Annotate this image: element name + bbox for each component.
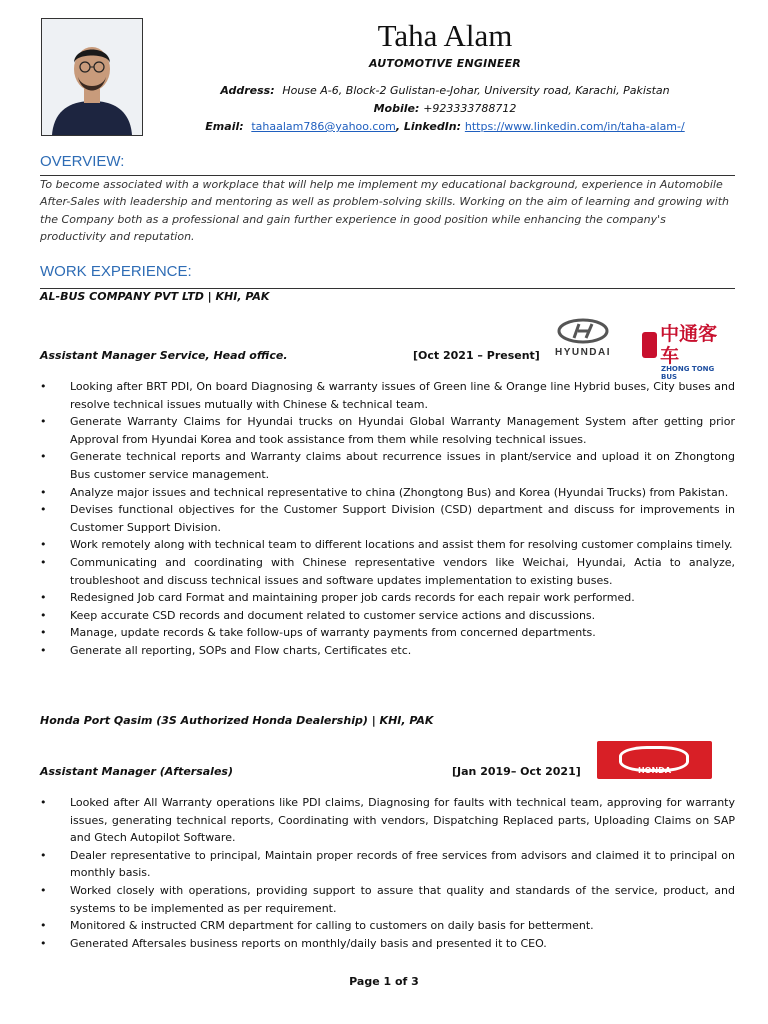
zhongtong-emblem-icon xyxy=(642,332,657,358)
email-line xyxy=(150,120,740,133)
job-1-company: AL-BUS COMPANY PVT LTD | KHI, PAK xyxy=(40,290,270,303)
list-item: • Looking after BRT PDI, On board Diagnosing & warranty issues of Green line & Orange line Hybrid buses, City buses and resolve technical issues mutually with Chinese & technical team. xyxy=(40,380,735,411)
list-item: • Monitored & instructed CRM department for calling to customers on daily basis for betterment. xyxy=(40,919,594,933)
job-2-bullets xyxy=(40,794,735,952)
list-item: • Redesigned Job card Format and maintaining proper job cards records for each repair work performed. xyxy=(40,591,635,605)
email-link[interactable]: tahaalam786@yahoo.com xyxy=(251,120,396,133)
list-item: • Analyze major issues and technical representative to china (Zhongtong Bus) and Korea (Hyundai Trucks) from Pakistan. xyxy=(40,485,729,499)
linkedin-link[interactable]: https://www.linkedin.com/in/taha-alam-/ xyxy=(464,120,685,133)
list-item: • Devises functional objectives for the Customer Support Division (CSD) department and discuss for improvements in Customer Support Division. xyxy=(40,503,735,534)
mobile-label: Mobile: xyxy=(373,102,420,115)
list-item: • Generate all reporting, SOPs and Flow charts, Certificates etc. xyxy=(40,643,412,657)
linkedin-label: , LinkedIn: xyxy=(395,120,462,133)
hyundai-logo xyxy=(548,318,618,358)
list-item: • Generate technical reports and Warranty claims about recurrence issues in plant/service and upload it on Zhongtong Bus customer service management. xyxy=(40,450,735,481)
list-item: • Looked after All Warranty operations like PDI claims, Diagnosing for faults with technical team, approving for warranty issues, generating technical reports, Coordinating with vendors, Dispatching Replaced parts, Uploading Claims on SAP and Gtech Autopilot Software. xyxy=(40,796,735,845)
job-2-role: Assistant Manager (Aftersales) xyxy=(40,765,233,778)
mobile-value: +923333788712 xyxy=(423,102,517,115)
job-1-bullets xyxy=(40,378,735,660)
work-experience-divider xyxy=(40,288,735,289)
mobile-line xyxy=(150,102,740,115)
honda-logo xyxy=(597,741,712,779)
address-label: Address: xyxy=(220,84,275,97)
list-item: • Manage, update records & take follow-ups of warranty payments from concerned departments. xyxy=(40,626,596,640)
page-number: Page 1 of 3 xyxy=(349,975,419,988)
list-item: • Generate Warranty Claims for Hyundai trucks on Hyundai Global Warranty Management System after getting prior Approval from Hyundai Korea and took assistance from them while resolving technical issues. xyxy=(40,415,735,446)
list-item: • Dealer representative to principal, Maintain proper records of free services from advisors and claimed it to principal on monthly basis. xyxy=(40,848,735,880)
overview-text: To become associated with a workplace that will help me implement my educational background, experience in Automobile After-Sales with leadership and mentoring as well as problem-solving skills. Working on the aim of learning and growing with the Company both as a professional and gain further experience in good position while enhancing the company's productivity and reputation. xyxy=(40,178,730,244)
address-value: House A-6, Block-2 Gulistan-e-Johar, University road, Karachi, Pakistan xyxy=(282,84,670,97)
email-label: Email: xyxy=(205,120,244,133)
honda-logo-text: HONDA xyxy=(637,766,672,775)
zhongtong-logo-subtext: ZHONG TONG BUS xyxy=(661,365,715,381)
list-item: • Work remotely along with technical team to different locations and assist them for resolving customer complains timely. xyxy=(40,538,733,552)
job-2-company: Honda Port Qasim (3S Authorized Honda Dealership) | KHI, PAK xyxy=(40,714,434,727)
overview-heading: OVERVIEW: xyxy=(40,153,125,170)
work-experience-heading: WORK EXPERIENCE: xyxy=(40,263,192,280)
job-1-dates: [Oct 2021 – Present] xyxy=(413,349,540,362)
candidate-title: AUTOMOTIVE ENGINEER xyxy=(369,57,521,70)
job-2-dates: [Jan 2019– Oct 2021] xyxy=(452,765,581,778)
address-line xyxy=(150,84,740,97)
zhongtong-logo xyxy=(642,323,732,381)
zhongtong-logo-text: 中通客车 xyxy=(660,323,718,367)
hyundai-logo-text: HYUNDAI xyxy=(554,347,612,358)
list-item: • Keep accurate CSD records and document related to customer service actions and discussions. xyxy=(40,608,596,622)
candidate-name: Taha Alam xyxy=(377,18,513,53)
list-item: • Worked closely with operations, providing support to assure that quality and standards of the service, product, and systems to be implemented as per requirement. xyxy=(40,883,735,915)
list-item: • Communicating and coordinating with Chinese representative vendors like Weichai, Hyundai, Actia to analyze, troubleshoot and discuss technical issues and software updates implementation to existing buses. xyxy=(40,555,735,587)
profile-photo xyxy=(41,18,143,136)
job-1-role: Assistant Manager Service, Head office. xyxy=(40,349,288,362)
list-item: • Generated Aftersales business reports on monthly/daily basis and presented it to CEO. xyxy=(40,936,547,950)
